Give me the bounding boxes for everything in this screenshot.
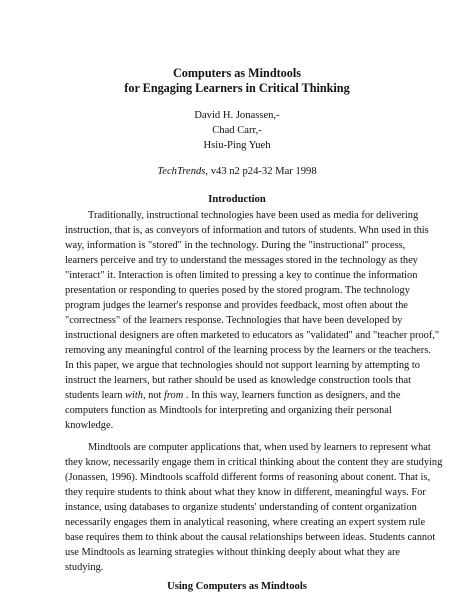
- text-segment: , not: [142, 390, 165, 401]
- paragraph-1-line: learners perceive and try to understand the messages stored in the technology as they: [65, 255, 418, 266]
- paragraph-1-line: instructional designers are often marketed to educators as "validated" and "teacher proof,": [65, 330, 440, 341]
- paragraph-1-line: instruction, that is, as conveyors of information and tutors of students. Whn used in this: [65, 225, 429, 236]
- paragraph-2-line: base requires them to think about the causal relationships between ideas. Students cannot: [65, 532, 436, 543]
- paragraph-2-line: Mindtools are computer applications that, when used by learners to represent what: [88, 442, 431, 453]
- paragraph-2-line: they require students to think about what they know in different, meaningful ways. For: [65, 487, 426, 498]
- paragraph-2-line: instance, using databases to organize students' understanding of content organization: [65, 502, 417, 513]
- text-segment: . In this way, learners function as designers, and the: [183, 390, 401, 401]
- citation: [0, 165, 474, 179]
- paragraph-2-line: necessarily engages them in analytical reasoning, where creating an expert system rule: [65, 517, 426, 528]
- text-italic: with: [125, 390, 143, 401]
- author-2: Chad Carr,-: [212, 125, 262, 136]
- paragraph-2-line: (Jonassen, 1996). Mindtools scaffold different forms of reasoning about conent. That is,: [65, 472, 431, 483]
- section-heading-using-computers: Using Computers as Mindtools: [167, 581, 307, 592]
- author-1: David H. Jonassen,-: [194, 110, 280, 121]
- paragraph-1-line: "interact" it. Interaction is often limited to pressing a key to continue the information: [65, 270, 418, 281]
- paragraph-1-line: knowledge.: [65, 420, 114, 431]
- paper-title-line-1: Computers as Mindtools: [173, 66, 301, 80]
- paragraph-2-line: studying.: [65, 562, 104, 573]
- paragraph-1-line: instruct the learners, but rather should be used as knowledge construction tools that: [65, 375, 411, 386]
- text-segment: students learn: [65, 390, 126, 401]
- author-3: Hsiu-Ping Yueh: [203, 140, 271, 151]
- paragraph-2-line: they know, necessarily engage them in critical thinking about the content they are studying: [65, 457, 443, 468]
- citation-details: , v43 n2 p24-32 Mar 1998: [205, 166, 317, 177]
- citation-journal: TechTrends: [157, 166, 206, 177]
- paragraph-1-line: way, information is "stored" in the technology. During the "instructional" process,: [65, 240, 406, 251]
- paragraph-1-line: removing any meaningful control of the learning process by the learners or the teachers.: [65, 345, 431, 356]
- paragraph-1-line: computers function as Mindtools for interpreting and organizing their personal: [65, 405, 392, 416]
- paragraph-1-line: "correctness" of the learners response. Technologies that have been developed by: [65, 315, 403, 326]
- paragraph-1-line-emphasis: [65, 389, 400, 403]
- paragraph-1-line: presentation or responding to queries posed by the stored program. The technology: [65, 285, 410, 296]
- paragraph-1-line: Traditionally, instructional technologies have been used as media for delivering: [88, 210, 419, 221]
- paragraph-1-line: In this paper, we argue that technologies should not support learning by attempting to: [65, 360, 420, 371]
- paragraph-2-line: use Mindtools as learning strategies without thinking deeply about what they are: [65, 547, 401, 558]
- paragraph-1-line: program judges the learner's response and provides feedback, most often about the: [65, 300, 408, 311]
- paper-title-line-2: for Engaging Learners in Critical Thinking: [124, 81, 350, 95]
- section-heading-introduction: Introduction: [208, 194, 266, 205]
- text-italic: from: [164, 390, 184, 401]
